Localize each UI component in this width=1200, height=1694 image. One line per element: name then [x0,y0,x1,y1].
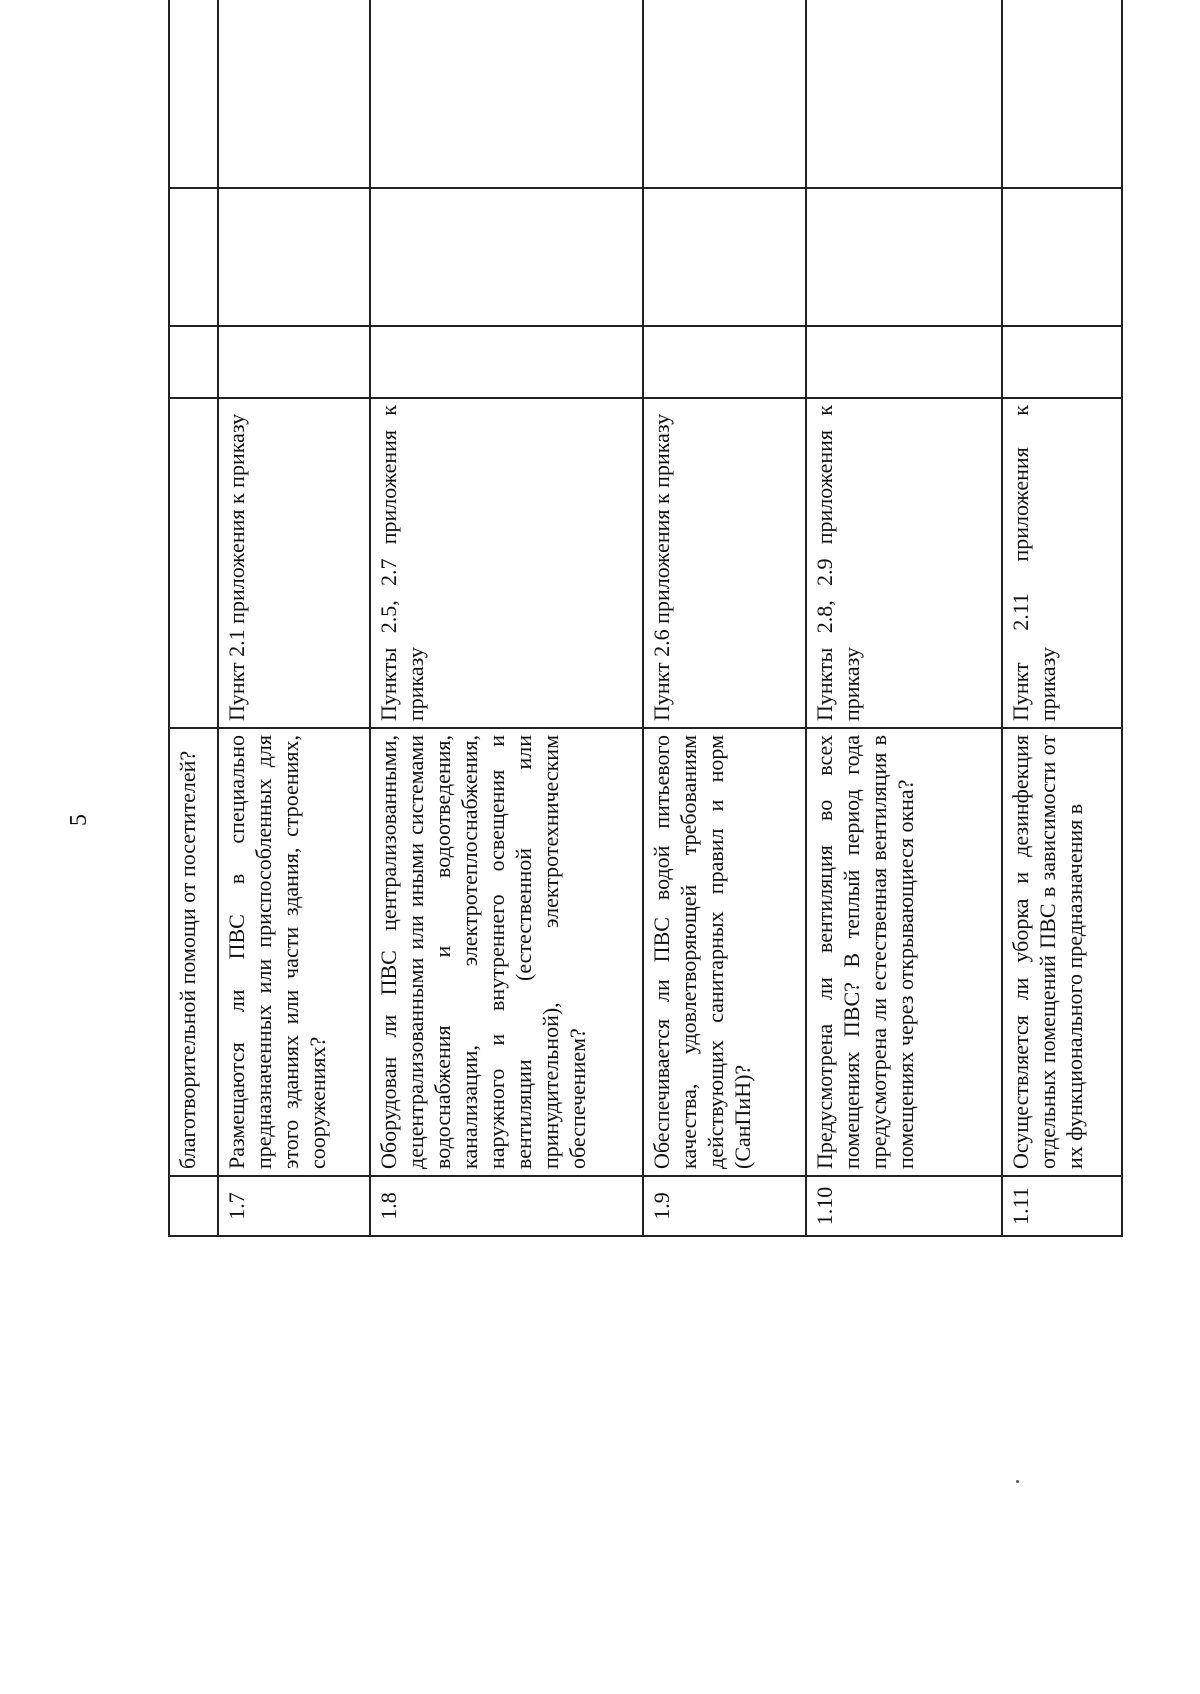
answer-yes-cell [370,326,642,398]
question-cell: Предусмотрена ли вентиляция во всех помещениях ПВС? В теплый период года предусмотрена ли естественная вентиляция в помещениях через открывающиеся окна? [806,728,1002,1176]
answer-no-cell [806,188,1002,326]
answer-no-cell [1002,188,1122,326]
answer-no-cell [169,188,218,326]
question-cell: Осуществляется ли уборка и дезинфекция отдельных помещений ПВС в зависимости от их функционального предназначения в [1002,728,1122,1176]
not-applicable-cell [370,0,642,188]
answer-yes-cell [169,326,218,398]
table-row [806,0,1002,1236]
checklist-table [168,0,1123,1237]
answer-yes-cell [218,326,370,398]
not-applicable-cell [806,0,1002,188]
answer-no-cell [643,188,806,326]
number-cell [169,1176,218,1236]
question-cell: Обеспечивается ли ПВС водой питьевого качества, удовлетворяющей требованиям действующих санитарных правил и норм (СанПиН)? [643,728,806,1176]
not-applicable-cell [1002,0,1122,188]
scan-speck [1016,1480,1019,1483]
answer-yes-cell [643,326,806,398]
reference-cell: Пункт 2.11 приложения к приказу [1002,398,1122,728]
reference-cell: Пункты 2.8, 2.9 приложения к приказу [806,398,1002,728]
row-number: 1.11 [1002,1176,1122,1236]
reference-cell [169,398,218,728]
page-number: 5 [66,814,92,826]
answer-no-cell [218,188,370,326]
table-row [370,0,642,1236]
not-applicable-cell [643,0,806,188]
reference-cell: Пункты 2.5, 2.7 приложения к приказу [370,398,642,728]
row-number: 1.9 [643,1176,806,1236]
question-cell: благотворительной помощи от посетителей? [169,728,218,1176]
answer-yes-cell [1002,326,1122,398]
not-applicable-cell [218,0,370,188]
table-row-continuation [169,0,218,1236]
answer-yes-cell [806,326,1002,398]
row-number: 1.7 [218,1176,370,1236]
checklist-table-rotated [168,0,1123,1237]
answer-no-cell [370,188,642,326]
question-cell: Размещаются ли ПВС в специально предназначенных или приспособленных для этого зданиях или части здания, строениях, сооружениях? [218,728,370,1176]
row-number: 1.10 [806,1176,1002,1236]
table-row [643,0,806,1236]
table-row [1002,0,1122,1236]
reference-cell: Пункт 2.1 приложения к приказу [218,398,370,728]
question-cell: Оборудован ли ПВС централизованными, децентрализованными или иными системами водоснабжения и водоотведения, канализации, электротеплоснабжения, наружного и внутреннего освещения и вентиляции (естественной или принудительной), электротехническим обеспечением? [370,728,642,1176]
row-number: 1.8 [370,1176,642,1236]
reference-cell: Пункт 2.6 приложения к приказу [643,398,806,728]
not-applicable-cell [169,0,218,188]
table-row [218,0,370,1236]
